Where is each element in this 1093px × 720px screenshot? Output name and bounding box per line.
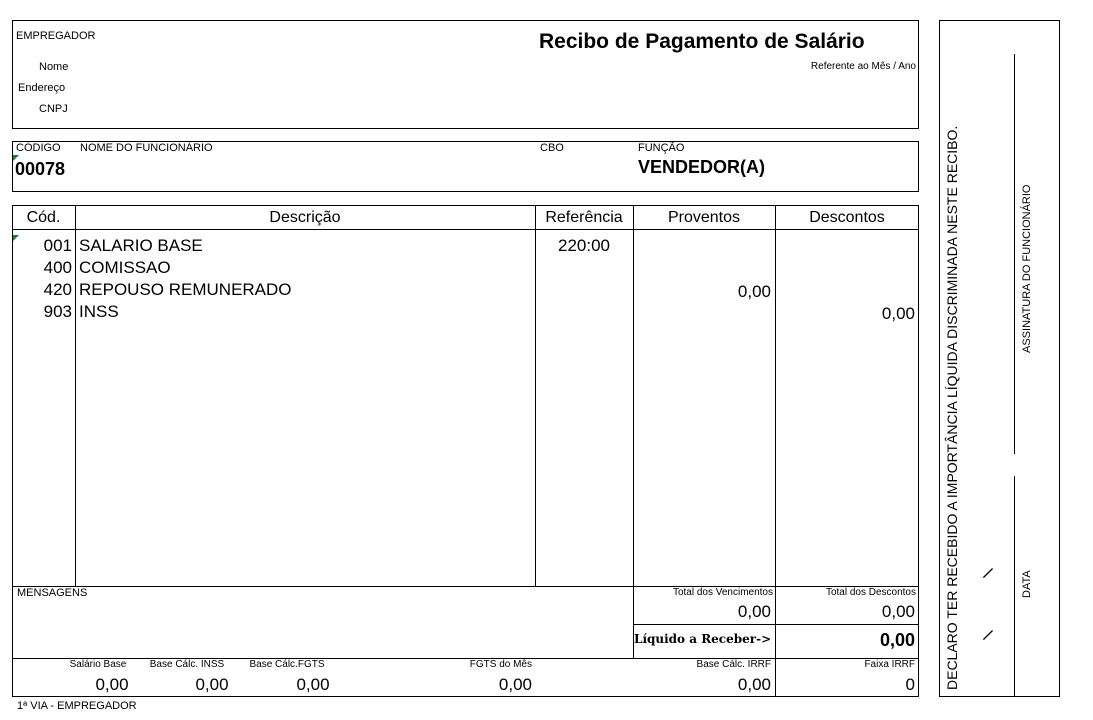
header-cod: Cód. bbox=[26, 209, 61, 226]
table-row-descricao: COMISSAO bbox=[79, 258, 171, 277]
table-row-cod: 400 bbox=[43, 258, 72, 277]
employee-code-label: CÓDIGO bbox=[16, 142, 61, 154]
via-label: 1ª VIA - EMPREGADOR bbox=[17, 700, 137, 712]
cbo-label: CBO bbox=[540, 142, 564, 154]
total-vencimentos-label: Total dos Vencimentos bbox=[672, 587, 773, 598]
base-irrf-value: 0,00 bbox=[737, 675, 771, 694]
base-inss-value: 0,00 bbox=[195, 675, 229, 694]
col-divider-desc bbox=[535, 205, 536, 586]
date-slash-upper: / bbox=[980, 564, 995, 583]
net-pay-value: 0,00 bbox=[879, 630, 915, 650]
table-row-cod: 001 bbox=[43, 236, 72, 255]
reference-month-label: Referente ao Mês / Ano bbox=[810, 61, 916, 72]
total-descontos-label: Total dos Descontos bbox=[825, 587, 916, 598]
signature-line bbox=[1014, 54, 1015, 454]
employee-name-label: NOME DO FUNCIONÁRIO bbox=[80, 142, 213, 154]
fgts-mes-label: FGTS do Mês bbox=[469, 659, 532, 670]
table-header-divider bbox=[12, 229, 919, 230]
date-line bbox=[1014, 476, 1015, 696]
faixa-irrf-value: 0 bbox=[905, 675, 915, 694]
declaration-text: DECLARO TER RECEBIDO A IMPORTÂNCIA LÍQUIDA DISCRIMINADA NESTE RECIBO. bbox=[944, 125, 960, 690]
table-row-referencia: 220:00 bbox=[558, 236, 610, 255]
date-slash-lower: / bbox=[980, 626, 995, 645]
employer-label: EMPREGADOR bbox=[16, 30, 96, 42]
employee-code: 00078 bbox=[15, 159, 66, 179]
col-divider-cod bbox=[75, 205, 76, 586]
faixa-irrf-label: Faixa IRRF bbox=[864, 659, 915, 670]
net-pay-divider bbox=[633, 624, 919, 625]
employee-function: VENDEDOR(A) bbox=[638, 157, 766, 177]
function-label: FUNÇÃO bbox=[638, 142, 685, 154]
col-divider-prov bbox=[775, 205, 776, 696]
salario-base-label: Salário Base bbox=[69, 659, 127, 670]
base-fgts-value: 0,00 bbox=[296, 675, 330, 694]
total-descontos-value: 0,00 bbox=[881, 602, 915, 621]
table-row-cod: 420 bbox=[43, 280, 72, 299]
employer-cnpj-label: CNPJ bbox=[39, 103, 68, 115]
table-row-descricao: SALARIO BASE bbox=[79, 236, 203, 255]
header-descontos: Descontos bbox=[809, 209, 885, 226]
base-irrf-label: Base Cálc. IRRF bbox=[696, 659, 771, 670]
total-vencimentos-value: 0,00 bbox=[737, 602, 771, 621]
base-inss-label: Base Cálc. INSS bbox=[149, 659, 225, 670]
net-pay-label: Líquido a Receber-> bbox=[634, 632, 772, 646]
employer-name-label: Nome bbox=[39, 61, 69, 73]
table-row-cod: 903 bbox=[43, 302, 72, 321]
table-row-proventos: 0,00 bbox=[737, 282, 771, 301]
employer-address-label: Endereço bbox=[18, 82, 66, 94]
messages-label: MENSAGENS bbox=[17, 587, 88, 599]
header-proventos: Proventos bbox=[667, 209, 741, 226]
signature-label: ASSINATURA DO FUNCIONÁRIO bbox=[1021, 184, 1033, 353]
fgts-mes-value: 0,00 bbox=[498, 675, 532, 694]
base-fgts-label: Base Cálc.FGTS bbox=[249, 659, 325, 670]
table-row-descricao: REPOUSO REMUNERADO bbox=[79, 280, 292, 299]
date-label: DATA bbox=[1021, 570, 1033, 598]
table-row-descontos: 0,00 bbox=[881, 304, 915, 323]
header-referencia: Referência bbox=[545, 209, 623, 226]
page-title: Recibo de Pagamento de Salário bbox=[539, 30, 865, 53]
header-descricao: Descrição bbox=[269, 209, 341, 226]
table-row-descricao: INSS bbox=[79, 302, 119, 321]
salario-base-value: 0,00 bbox=[95, 675, 129, 694]
